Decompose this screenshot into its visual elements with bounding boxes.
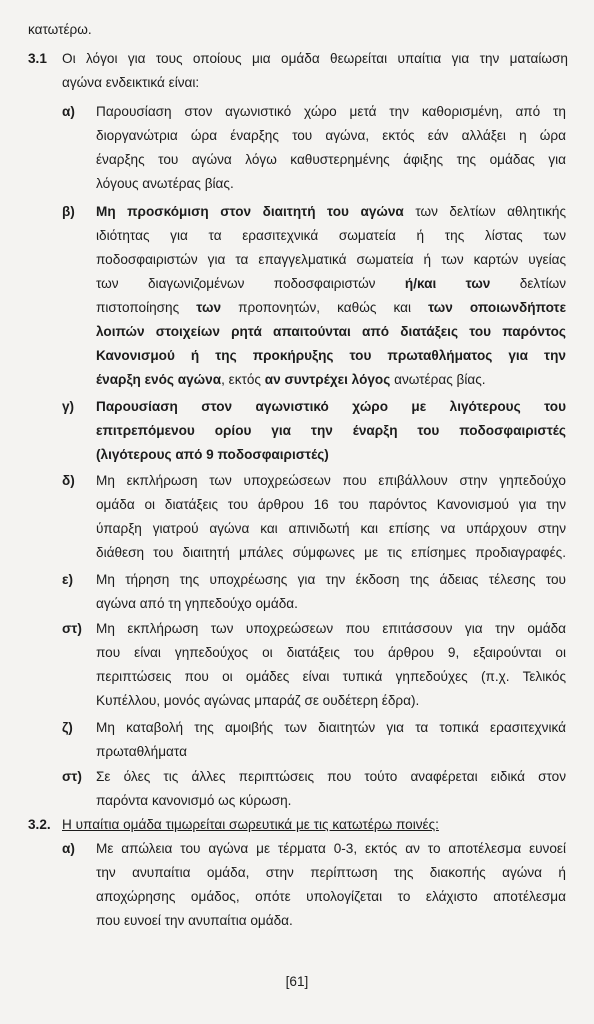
text-line: διοργανώτρια ώρα έναρξης του αγώνα, εκτός εάν αλλάξει η ώρα: [96, 128, 566, 143]
text-span: προπονητών, καθώς και: [238, 300, 411, 315]
text-line: Μη τήρηση της υποχρέωσης για την έκδοση της άδειας τέλεσης του: [96, 572, 566, 587]
text-line: ύπαρξη γιατρού αγώνα και απινιδωτή και επίσης να υπάρχουν στην: [96, 521, 566, 536]
text-line: έναρξης του αγώνα λόγω καθυστερημένης άφιξης της ομάδας για: [96, 152, 566, 167]
text-line: Μη εκπλήρωση των υποχρεώσεων που επιβάλλουν στην γηπεδούχο: [96, 473, 566, 488]
text-line: επιτρεπόμενου ορίου για την έναρξη του ποδοσφαιριστές: [96, 423, 566, 438]
text-line: διάθεση του διαιτητή μπάλες σύμφωνες με τις επίσημες προδιαγραφές.: [96, 545, 566, 560]
text-line: Μη εκπλήρωση των υποχρεώσεων που επιτάσσουν για την ομάδα: [96, 621, 566, 636]
text-line: περιπτώσεις που οι ομάδες είναι τυπικά γηπεδούχες (π.χ. Τελικός: [96, 669, 566, 684]
text-line: λόγους ανωτέρας βίας.: [96, 176, 234, 191]
text-line: αγώνα ενδεικτικά είναι:: [62, 75, 200, 90]
item-label: δ): [62, 473, 75, 488]
text-line: αποχώρησης ομάδος, οπότε υπολογίζεται το ελάχιστο αποτέλεσμα: [96, 889, 566, 904]
item-label: α): [62, 841, 75, 856]
item-label: ε): [62, 572, 73, 587]
text-span: δελτίων: [519, 276, 567, 291]
text-line: που ευνοεί την ανυπαίτια ομάδα.: [96, 913, 293, 928]
text-line: την ανυπαίτια ομάδα, στην περίπτωση της διακοπής αγώνα ή: [96, 865, 566, 880]
text-line: ποδοσφαιριστών για τα επαγγελματικά σωματεία ή των καρτών υγείας: [96, 252, 566, 267]
bold-phrase: των: [196, 300, 222, 315]
text-line: αγώνα από τη γηπεδούχο ομάδα.: [96, 596, 298, 611]
item-label: γ): [62, 399, 75, 414]
item-label: ζ): [62, 720, 73, 735]
bold-phrase: των οποιωνδήποτε: [428, 300, 567, 315]
bold-phrase: Μη προσκόμιση στον διαιτητή του αγώνα: [96, 204, 404, 219]
text-span: των δελτίων αθλητικής: [415, 204, 566, 219]
text-line: Η υπαίτια ομάδα τιμωρείται σωρευτικά με τις κατωτέρω ποινές:: [62, 817, 439, 832]
text-line: Σε όλες τις άλλες περιπτώσεις που τούτο αναφέρεται ειδικά στον: [96, 769, 566, 784]
bold-phrase: ή/και: [404, 276, 437, 291]
text-line: Οι λόγοι για τους οποίους μια ομάδα θεωρείται υπαίτια για την ματαίωση: [62, 51, 568, 66]
bold-phrase: έναρξη ενός αγώνα: [96, 372, 222, 387]
text-line: Παρουσίαση στον αγωνιστικό χώρο μετά την καθορισμένη, από τη: [96, 104, 566, 119]
text-span: των διαγωνιζομένων ποδοσφαιριστών: [96, 276, 376, 291]
text-span: πιστοποίησης: [96, 300, 180, 315]
text-line: που είναι γηπεδούχος οι διατάξεις του άρθρου 9, εξαιρούνται οι: [96, 645, 566, 660]
text-line: Κυπέλλου, μονός αγώνας μπαράζ σε ουδέτερη έδρα).: [96, 693, 420, 708]
text-line: ομάδα οι διατάξεις του άρθρου 16 του παρόντος Κανονισμού για την: [96, 497, 566, 512]
text-line: [96, 200, 566, 224]
text-line: Μη καταβολή της αμοιβής των διαιτητών για τα τοπικά ερασιτεχνικά: [96, 720, 566, 735]
text-line: Παρουσίαση στον αγωνιστικό χώρο με λιγότερους του: [96, 399, 566, 414]
text-line: [96, 272, 566, 296]
text-line: κατωτέρω.: [28, 22, 92, 37]
text-line: παρόντα κανονισμό ως κύρωση.: [96, 793, 292, 808]
text-line: Με απώλεια του αγώνα με τέρματα 0-3, εκτός αν το αποτέλεσμα ευνοεί: [96, 841, 566, 856]
bold-phrase: αν συντρέχει λόγος: [264, 372, 391, 387]
text-line: [96, 368, 486, 392]
page-number: [61]: [285, 974, 309, 989]
text-span: , εκτός: [221, 372, 261, 387]
section-number: 3.1: [28, 51, 47, 66]
item-label: στ): [62, 769, 82, 784]
text-line: πρωταθλήματα: [96, 744, 187, 759]
item-label: στ): [62, 621, 82, 636]
item-label: α): [62, 104, 75, 119]
text-line: Κανονισμού ή της προκήρυξης του πρωταθλήματος για την: [96, 348, 566, 363]
text-line: [96, 296, 566, 320]
text-line: λοιπών στοιχείων ρητά απαιτούνται από διατάξεις του παρόντος: [96, 324, 566, 339]
section-number: 3.2.: [28, 817, 51, 832]
text-line: (λιγότερους από 9 ποδοσφαιριστές): [96, 447, 329, 462]
text-span: ανωτέρας βίας.: [394, 372, 486, 387]
item-label: β): [62, 204, 75, 219]
text-line: ιδιότητας για τα ερασιτεχνικά σωματεία ή της λίστας των: [96, 228, 566, 243]
bold-phrase: των: [465, 276, 491, 291]
